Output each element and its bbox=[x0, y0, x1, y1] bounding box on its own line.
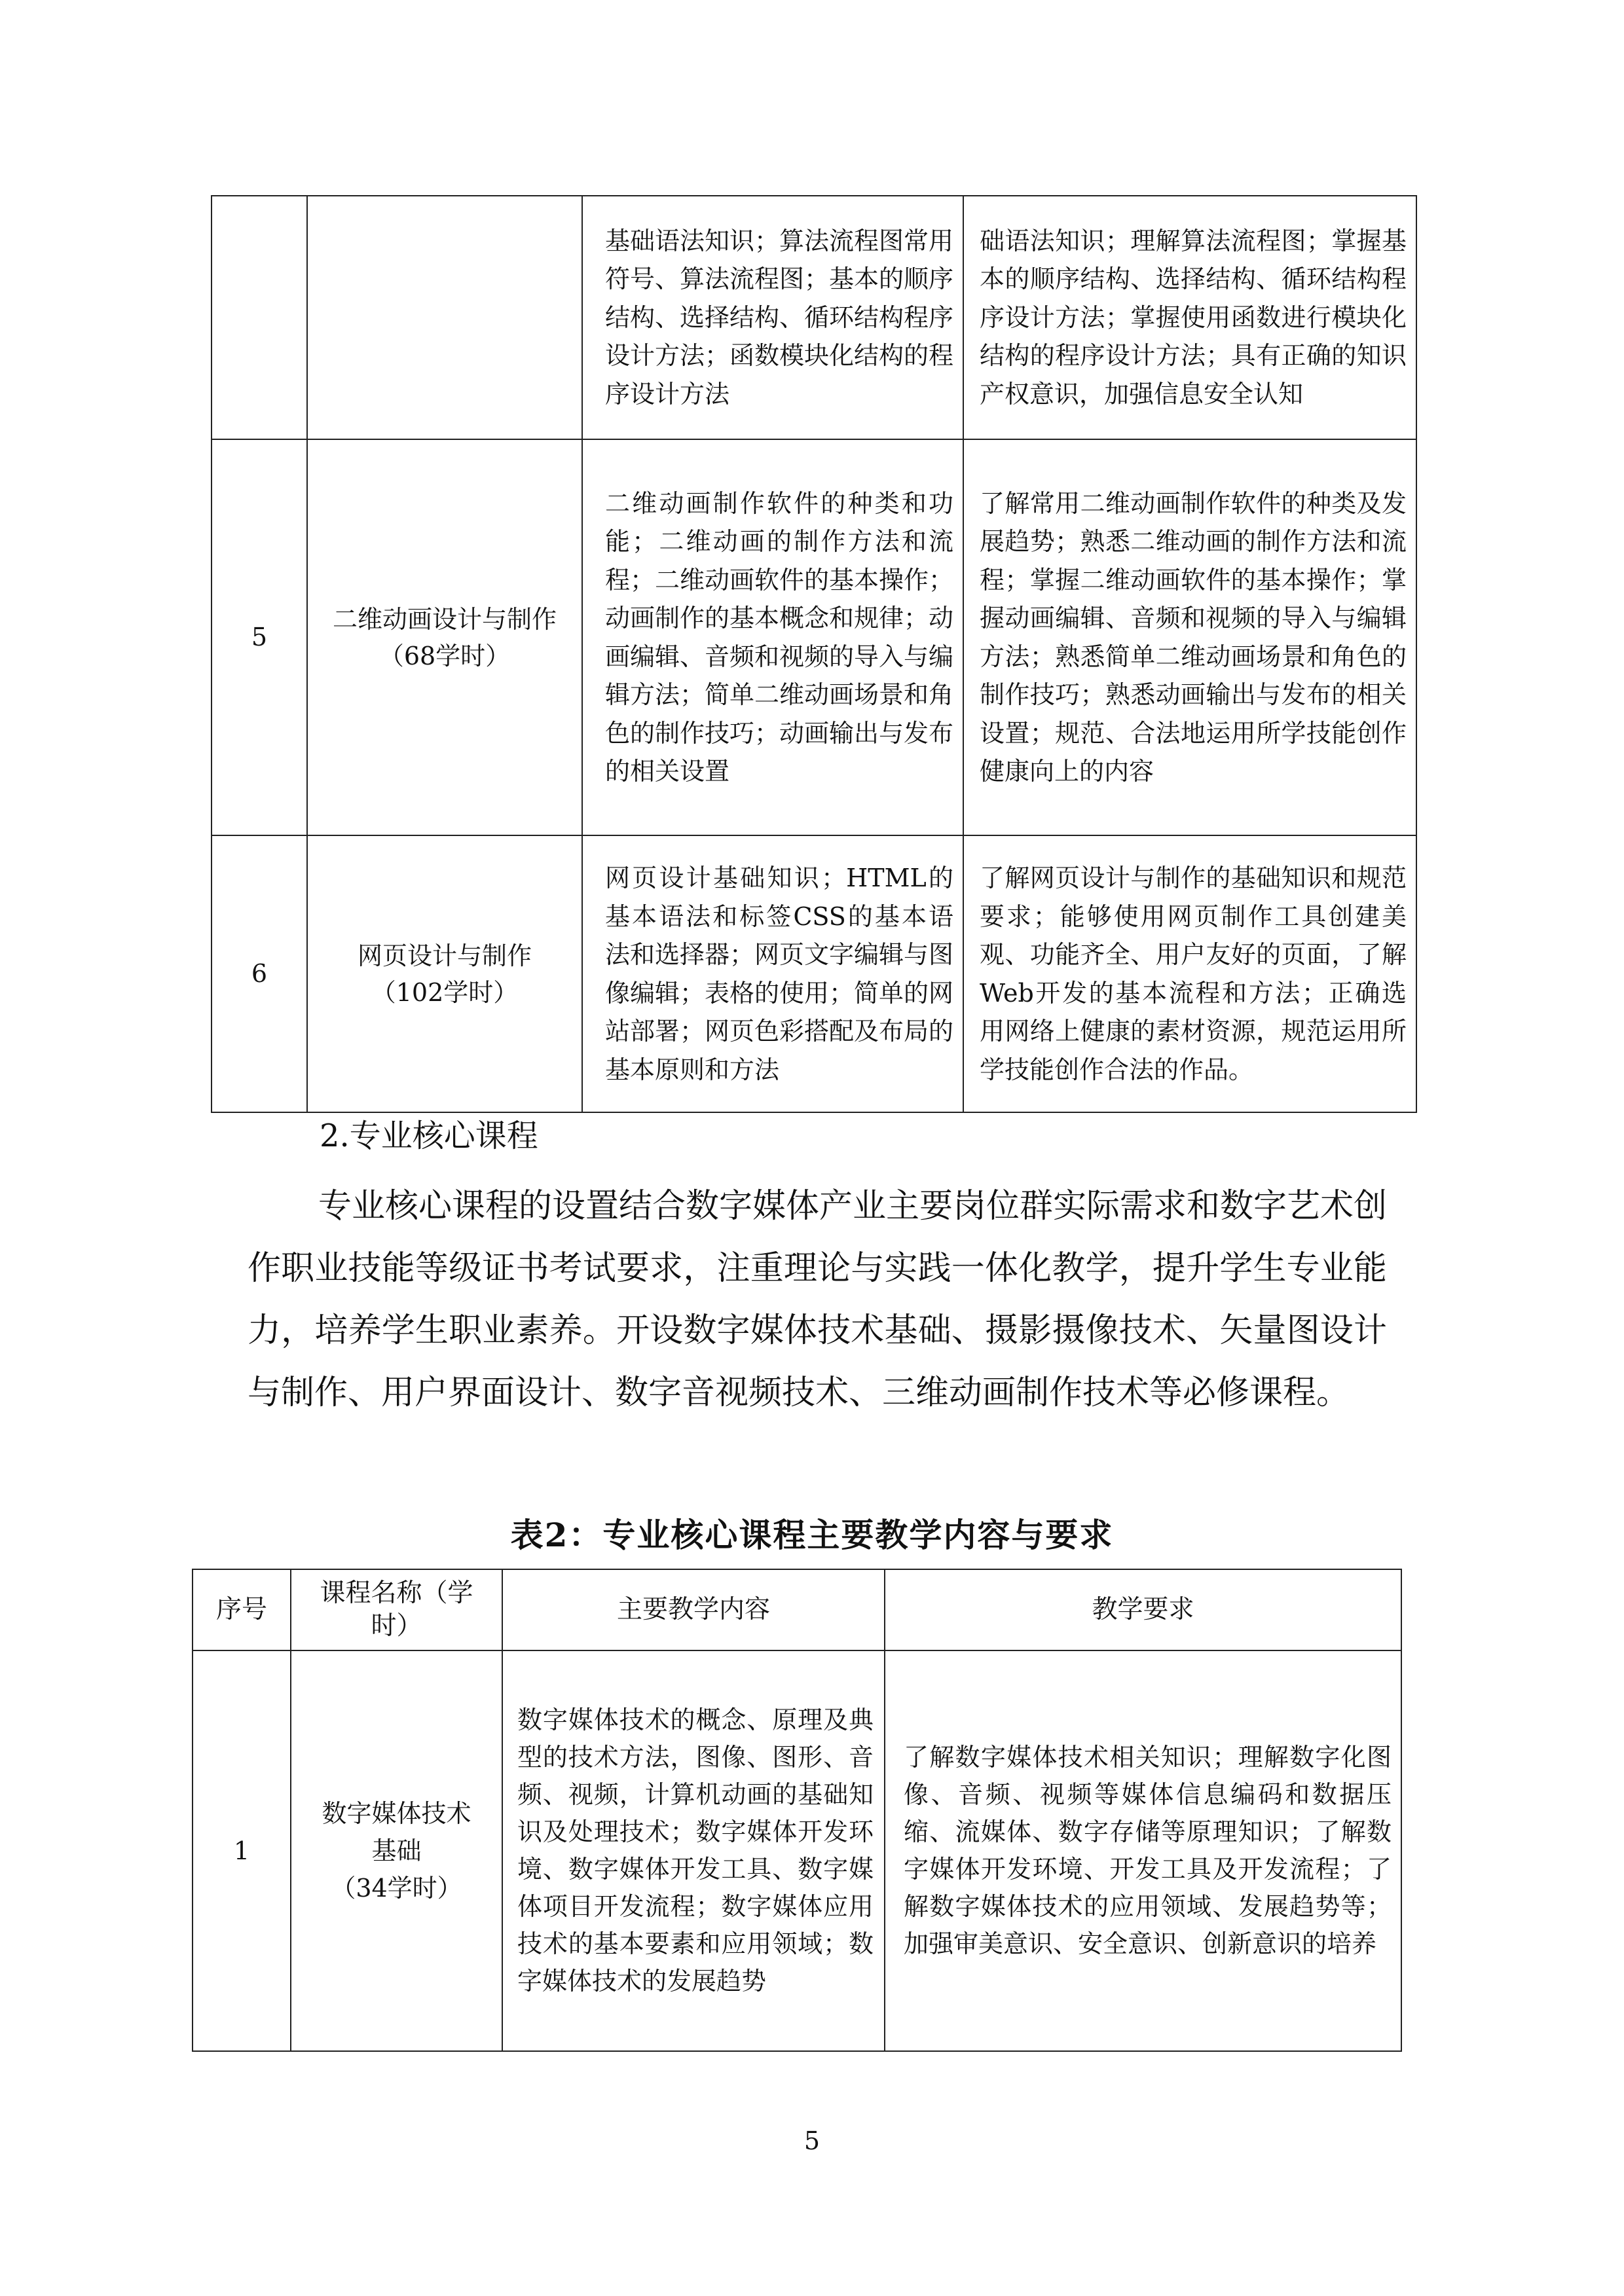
course-content: 网页设计基础知识；HTML的基本语法和标签CSS的基本语法和选择器；网页文字编辑与图像编辑；表格的使用；简单的网站部署；网页色彩搭配及布局的基本原则和方法 bbox=[582, 835, 963, 1112]
table-row bbox=[212, 439, 1416, 835]
section-heading: 2.专业核心课程 bbox=[320, 1118, 538, 1154]
header-requirements: 教学要求 bbox=[885, 1569, 1401, 1650]
course-requirements: 了解数字媒体技术相关知识；理解数字化图像、音频、视频等媒体信息编码和数据压缩、流媒体、数字存储等原理知识；了解数字媒体开发环境、开发工具及开发流程；了解数字媒体技术的应用领域、发展趋势等；加强审美意识、安全意识、创新意识的培养 bbox=[885, 1650, 1401, 2051]
course-requirements: 了解网页设计与制作的基础知识和规范要求；能够使用网页制作工具创建美观、功能齐全、用户友好的页面，了解Web开发的基本流程和方法；正确选用网络上健康的素材资源，规范运用所学技能创作合法的作品。 bbox=[963, 835, 1416, 1112]
row-number: 5 bbox=[212, 439, 307, 835]
row-number: 6 bbox=[212, 835, 307, 1112]
table-row bbox=[212, 835, 1416, 1112]
core-course-table bbox=[192, 1569, 1402, 2052]
course-content: 二维动画制作软件的种类和功能；二维动画的制作方法和流程；二维动画软件的基本操作；动画制作的基本概念和规律；动画编辑、音频和视频的导入与编辑方法；简单二维动画场景和角色的制作技巧；动画输出与发布的相关设置 bbox=[582, 439, 963, 835]
table-caption: 表2：专业核心课程主要教学内容与要求 bbox=[510, 1516, 1114, 1554]
row-number bbox=[212, 196, 307, 439]
table-header-row bbox=[193, 1569, 1401, 1650]
course-name: 网页设计与制作 （102学时） bbox=[307, 835, 582, 1112]
course-table-continued bbox=[211, 195, 1417, 1113]
table-row bbox=[212, 196, 1416, 439]
course-content: 数字媒体技术的概念、原理及典型的技术方法，图像、图形、音频、视频，计算机动画的基础知识及处理技术；数字媒体开发环境、数字媒体开发工具、数字媒体项目开发流程；数字媒体应用技术的基本要素和应用领域；数字媒体技术的发展趋势 bbox=[502, 1650, 885, 2051]
course-requirements: 础语法知识；理解算法流程图；掌握基本的顺序结构、选择结构、循环结构程序设计方法；掌握使用函数进行模块化结构的程序设计方法；具有正确的知识产权意识，加强信息安全认知 bbox=[963, 196, 1416, 439]
row-number: 1 bbox=[193, 1650, 291, 2051]
table-row bbox=[193, 1650, 1401, 2051]
course-content: 基础语法知识；算法流程图常用符号、算法流程图；基本的顺序结构、选择结构、循环结构程序设计方法；函数模块化结构的程序设计方法 bbox=[582, 196, 963, 439]
course-name: 数字媒体技术基础 （34学时） bbox=[291, 1650, 502, 2051]
course-name: 二维动画设计与制作 （68学时） bbox=[307, 439, 582, 835]
section-paragraph: 专业核心课程的设置结合数字媒体产业主要岗位群实际需求和数字艺术创作职业技能等级证书考试要求，注重理论与实践一体化教学，提升学生专业能力，培养学生职业素养。开设数字媒体技术基础、摄影摄像技术、矢量图设计与制作、用户界面设计、数字音视频技术、三维动画制作技术等必修课程。 bbox=[248, 1187, 1388, 1412]
page-number: 5 bbox=[803, 2126, 821, 2155]
course-requirements: 了解常用二维动画制作软件的种类及发展趋势；熟悉二维动画的制作方法和流程；掌握二维动画软件的基本操作；掌握动画编辑、音频和视频的导入与编辑方法；熟悉简单二维动画场景和角色的制作技巧；熟悉动画输出与发布的相关设置；规范、合法地运用所学技能创作健康向上的内容 bbox=[963, 439, 1416, 835]
course-name bbox=[307, 196, 582, 439]
header-content: 主要教学内容 bbox=[502, 1569, 885, 1650]
header-number: 序号 bbox=[193, 1569, 291, 1650]
header-course: 课程名称（学时） bbox=[291, 1569, 502, 1650]
